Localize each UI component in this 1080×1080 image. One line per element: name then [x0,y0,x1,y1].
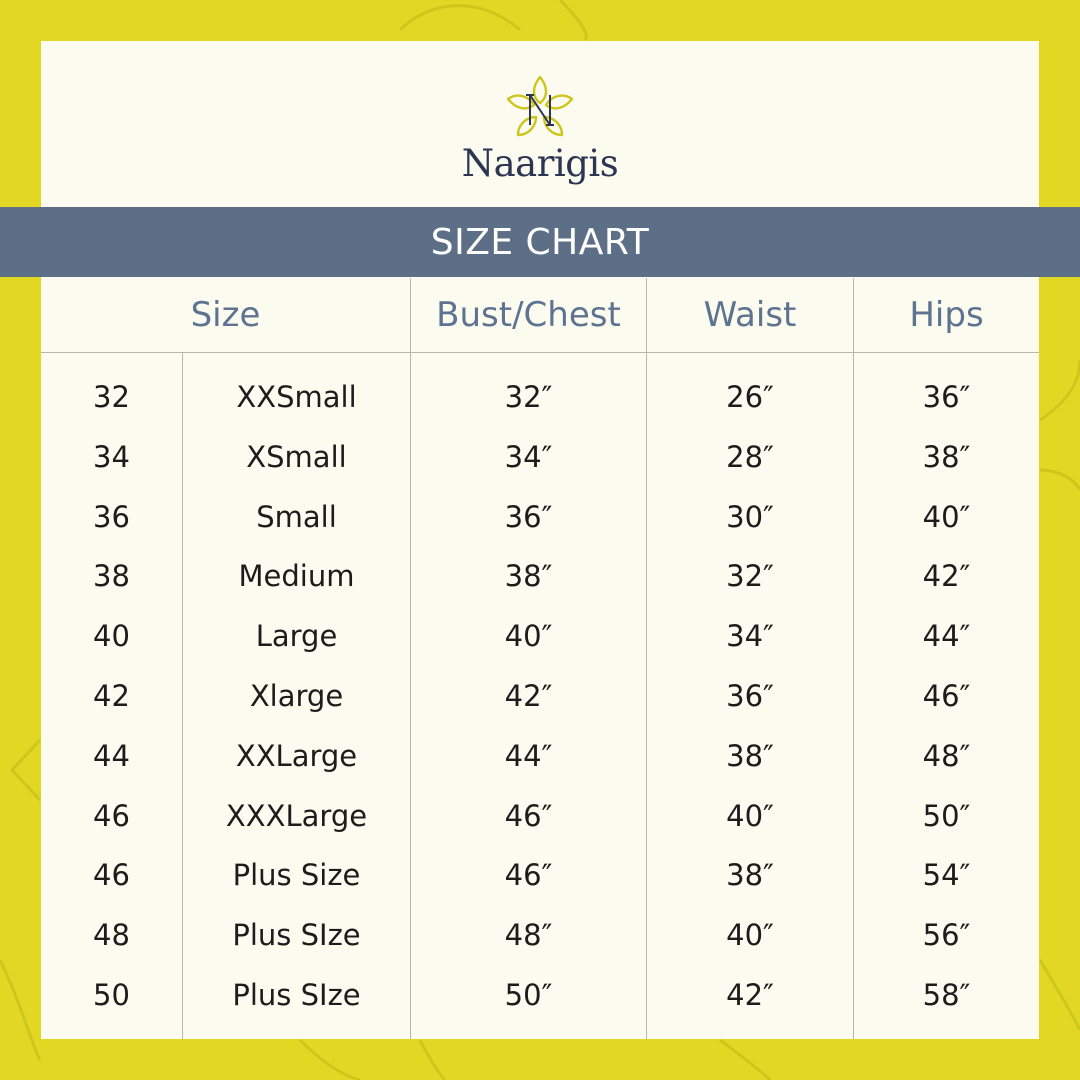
size-number-cell: 46 [93,858,130,892]
waist-cell: 26″ [726,380,774,414]
hips-cell: 38″ [922,440,971,474]
size-label-cell: XXXLarge [225,799,368,833]
size-number-cell: 38 [93,559,130,593]
header-size: Size [190,295,261,335]
size-number-cell: 36 [93,500,130,534]
hips-cell: 56″ [922,918,971,952]
size-label-cell: XXLarge [235,739,358,773]
size-label-cell: Plus SIze [232,918,361,952]
size-label-cell: Large [255,619,338,653]
size-label-cell: Xlarge [249,679,344,713]
bust-cell: 44″ [504,739,553,773]
bust-cell: 46″ [504,799,553,833]
waist-cell: 28″ [726,440,774,474]
bust-cell: 50″ [504,978,553,1012]
size-label-cell: Medium [238,559,355,593]
size-number-cell: 50 [93,978,130,1012]
size-label-cell: XXSmall [236,380,357,414]
chart-title-band [0,207,1080,277]
waist-cell: 40″ [726,918,774,952]
size-number-cell: 44 [93,739,130,773]
chart-title: SIZE CHART [430,221,650,263]
brand-header [41,41,1039,207]
bust-cell: 46″ [504,858,553,892]
size-label-cell: Plus Size [232,858,361,892]
size-number-cell: 46 [93,799,130,833]
hips-cell: 46″ [922,679,971,713]
size-label-cell: Plus SIze [232,978,361,1012]
header-waist: Waist [703,295,797,335]
size-number-cell: 32 [93,380,130,414]
bust-cell: 40″ [504,619,553,653]
hips-cell: 48″ [922,739,971,773]
hips-cell: 36″ [922,380,971,414]
waist-cell: 42″ [726,978,774,1012]
size-number-cell: 42 [93,679,130,713]
waist-cell: 38″ [726,858,774,892]
brand-name: Naarigis [461,142,619,185]
header-hips: Hips [909,295,984,335]
size-number-cell: 48 [93,918,130,952]
waist-cell: 36″ [726,679,774,713]
waist-cell: 30″ [726,500,774,534]
bust-cell: 38″ [504,559,553,593]
bust-cell: 48″ [504,918,553,952]
waist-cell: 32″ [726,559,774,593]
size-label-cell: Small [256,500,337,534]
waist-cell: 34″ [726,619,774,653]
bust-cell: 36″ [504,500,553,534]
bust-cell: 34″ [504,440,553,474]
header-bust-chest: Bust/Chest [436,295,621,335]
bust-cell: 42″ [504,679,553,713]
header-divider [41,352,1039,353]
hips-cell: 42″ [922,559,971,593]
hips-cell: 58″ [922,978,971,1012]
size-label-cell: XSmall [246,440,347,474]
size-number-cell: 40 [93,619,130,653]
hips-cell: 50″ [922,799,971,833]
waist-cell: 40″ [726,799,774,833]
hips-cell: 40″ [922,500,971,534]
hips-cell: 54″ [922,858,971,892]
size-number-cell: 34 [93,440,130,474]
lotus-monogram-n-icon [504,73,576,145]
hips-cell: 44″ [922,619,971,653]
bust-cell: 32″ [504,380,553,414]
waist-cell: 38″ [726,739,774,773]
